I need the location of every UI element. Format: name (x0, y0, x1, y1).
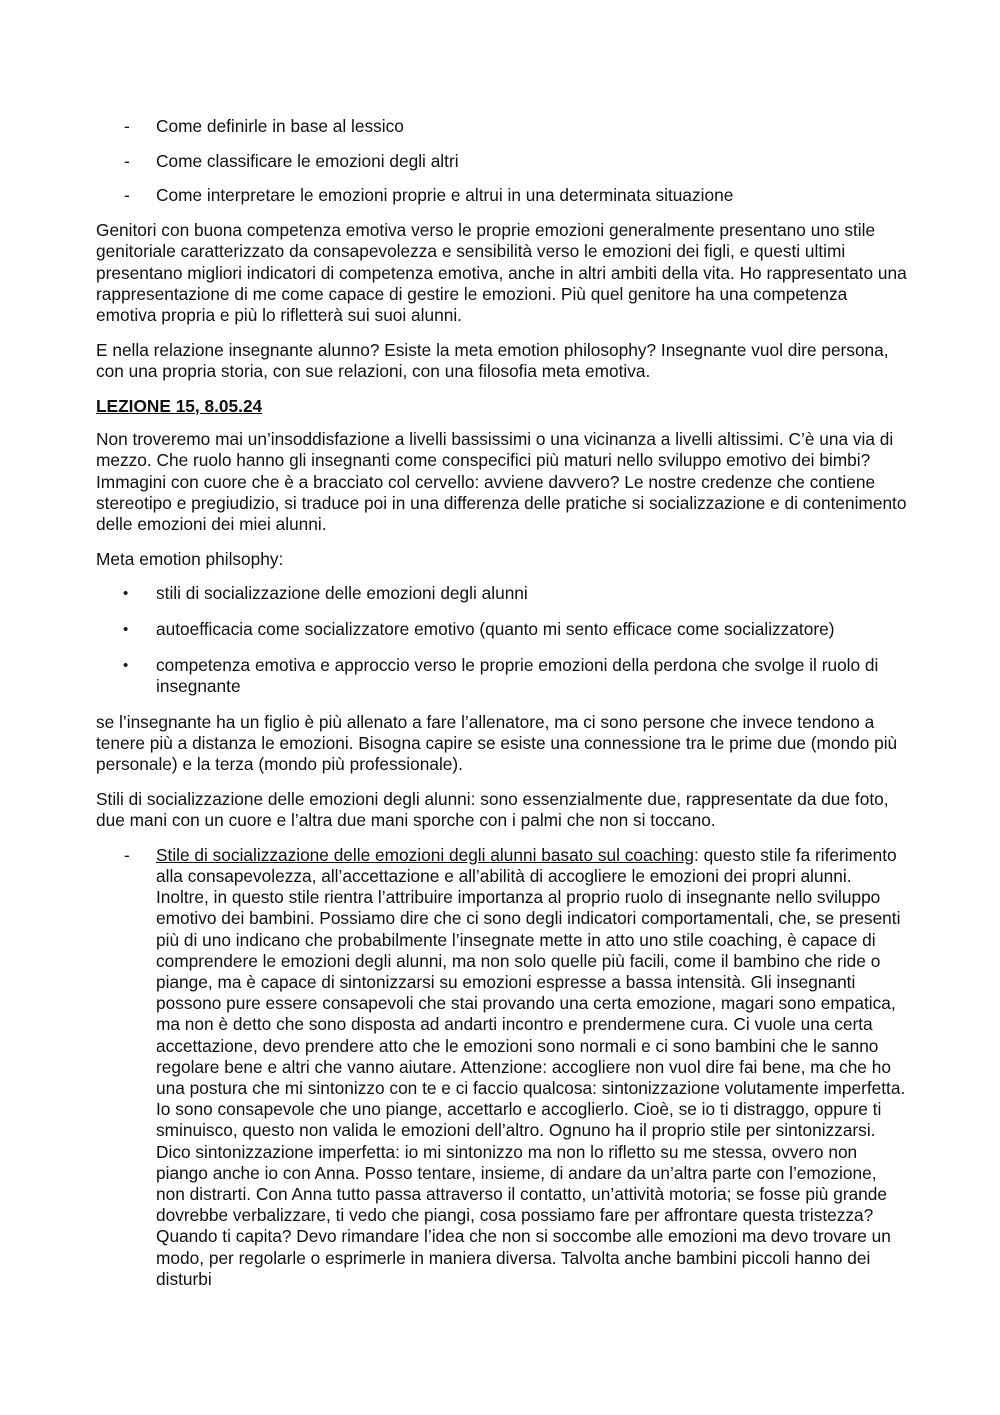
list-item (96, 151, 908, 172)
bullet-marker: • (123, 656, 129, 674)
coaching-title: Stile di socializzazione delle emozioni degli alunni basato sul coaching (156, 844, 694, 865)
paragraph-stili: Stili di socializzazione delle emozioni degli alunni: sono essenzialmente due, rappresentate da due foto, due mani con un cuore e l’altra due mani sporche con i palmi che non si toccano. (96, 788, 889, 831)
paragraph-via-di-mezzo: Non troveremo mai un’insoddisfazione a livelli bassissimi o una vicinanza a livelli altissimi. C’è una via di mezzo. Che ruolo hanno gli insegnanti come conspecifici più maturi nello sviluppo emotivo dei bimbi? Immagini con cuore che è a bracciato col cervello: avviene davvero? Le nostre credenze che contiene stereotipo e pregiudizio, si traduce poi in una differenza delle pratiche si socializzazione e di contenimento delle emozioni dei miei alunni. (96, 429, 907, 535)
list-item (96, 845, 908, 1290)
document-page (96, 116, 908, 1304)
list-item (96, 583, 908, 604)
paragraph-allenatore: se l’insegnante ha un figlio è più allenato a fare l’allenatore, ma ci sono persone che invece tendono a tenere più a distanza le emozioni. Bisogna capire se esiste una connessione tra le prime due (mondo più personale) e la terza (mondo più professionale). (96, 711, 898, 775)
coaching-text: : questo stile fa riferimento alla consapevolezza, all’accettazione e all’abilità di accogliere le emozioni dei propri alunni. Inoltre, in questo stile rientra l’attribuire importanza al proprio ruolo di insegnante nello sviluppo emotivo dei bambini. Possiamo dire che ci sono degli indicatori comportamentali, che, se presenti più di uno indicano che probabilmente l’insegnate mette in atto uno stile coaching, è capace di comprendere le emozioni degli alunni, ma non solo quelle più facili, come il bambino che ride o piange, ma è capace di sintonizzarsi su emozioni espresse a bassa intensità. Gli insegnanti possono pure essere consapevoli che stai provando una certa emozione, magari sono empatica, ma non è detto che sono disposta ad andarti incontro e prendermene cura. Ci vuole una certa accettazione, devo prendere atto che le emozioni sono normali e ci sono bambini che le sanno regolare bene e altri che vanno aiutare. Attenzione: accogliere non vuol dire fai bene, ma che ho una postura che mi sintonizzo con te e ci faccio qualcosa: sintonizzazione volutamente imperfetta. Io sono consapevole che uno piange, accettarlo e accoglierlo. Cioè, se io ti distraggo, oppure ti sminuisco, questo non valida le emozioni dell’altro. Ognuno ha il proprio stile per sintonizzarsi. Dico sintonizzazione imperfetta: io mi sintonizzo ma non lo rifletto su me stessa, ovvero non piango anche io con Anna. Posso tentare, insieme, di andare da un’altra parte con l’emozione, non distrarti. Con Anna tutto passa attraverso il contatto, un’attività motoria; se fosse più grande dovrebbe verbalizzare, ti vedo che piangi, cosa possiamo fare per affrontare questa tristezza? Quando ti capita? Devo rimandare l’idea che non si soccombe alle emozioni ma devo trovare un modo, per regolarle o esprimerle in maniera diversa. Talvolta anche bambini piccoli hanno dei disturbi (156, 844, 906, 1289)
top-dash-list (96, 116, 908, 207)
dash-marker: - (124, 116, 130, 136)
paragraph-genitori: Genitori con buona competenza emotiva verso le proprie emozioni generalmente presentano uno stile genitoriale caratterizzato da consapevolezza e sensibilità verso le emozioni dei figli, e questi ultimi presentano migliori indicatori di competenza emotiva, anche in altri ambiti della vita. Ho rappresentato una rappresentazione di me come capace di gestire le emozioni. Più quel genitore ha una competenza emotiva propria e più lo rifletterà sui suoi alunni. (96, 220, 907, 325)
list-item (96, 116, 908, 137)
list-item (96, 185, 908, 206)
list-item-text: Come interpretare le emozioni proprie e altrui in una determinata situazione (156, 185, 734, 206)
bullet-marker: • (123, 621, 129, 639)
list-item-text: competenza emotiva e approccio verso le proprie emozioni della perdona che svolge il ruolo di insegnante (156, 654, 879, 697)
paragraph-insegnante-alunno: E nella relazione insegnante alunno? Esiste la meta emotion philosophy? Insegnante vuol dire persona, con una propria storia, con sue relazioni, con una filosofia meta emotiva. (96, 339, 889, 381)
list-item-text: Come definirle in base al lessico (156, 116, 404, 136)
list-item (96, 619, 908, 640)
bullet-list (96, 583, 908, 697)
list-item-text: autoefficacia come socializzatore emotivo (quanto mi sento efficace come socializzatore) (156, 619, 835, 640)
list-item (96, 655, 908, 697)
dash-marker: - (124, 844, 130, 865)
coaching-list (96, 845, 908, 1290)
list-item-text: Come classificare le emozioni degli altri (156, 150, 459, 171)
paragraph-meta-emotion: Meta emotion philsophy: (96, 548, 284, 569)
lesson-heading: LEZIONE 15, 8.05.24 (96, 395, 263, 416)
bullet-marker: • (123, 585, 129, 603)
dash-marker: - (124, 150, 130, 171)
list-item-text: stili di socializzazione delle emozioni degli alunni (156, 583, 528, 604)
dash-marker: - (124, 185, 130, 206)
